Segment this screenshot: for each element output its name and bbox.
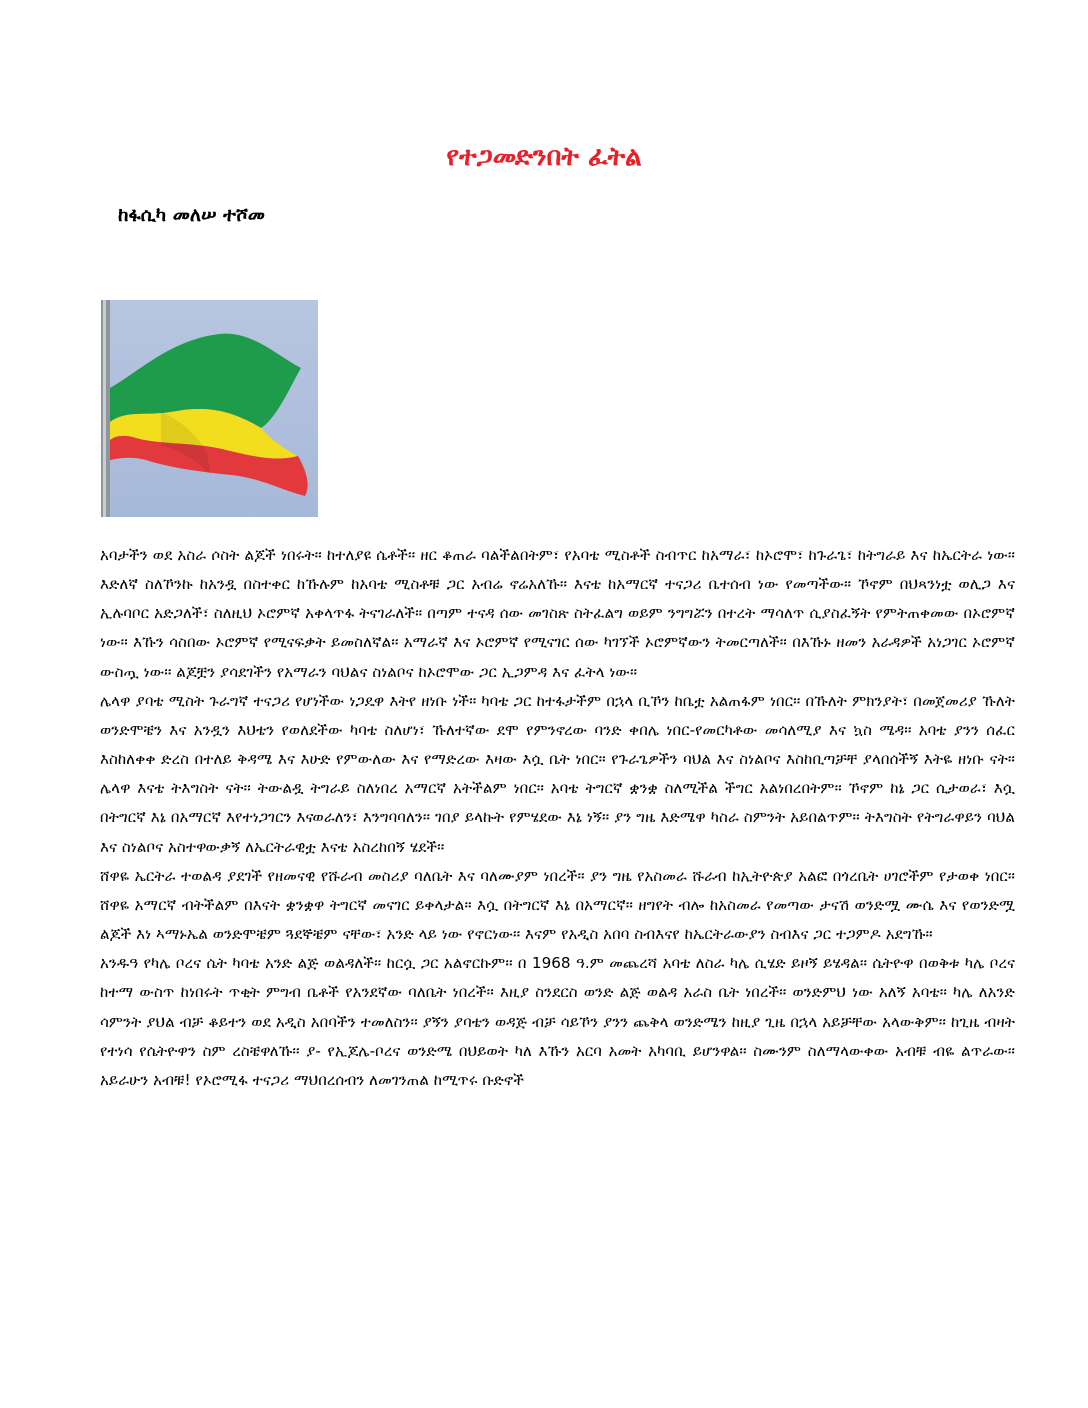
article-title: የተጋመድንበት ፈትል	[446, 142, 642, 172]
author-byline: ከፋሲካ መለሠ ተሾመ	[118, 204, 265, 226]
paragraph-2: ሌላዋ ያባቴ ሚስት ጉራግኛ ተናጋሪ የሆነችው ነጋዴዋ እትየ ዘነቡ ነች፡፡ ካባቴ ጋር ከተፋታችም በኋላ ቢኾን ከቤቷ አልጠፋም ነበር፡፡ በኹለት ምክንያት፣ በመጀመሪያ ኹለት ወንድሞቼን እና አንዷን እህቴን የወለደችው ካባቴ ስለሆነ፣ ኹለተኛው ደሞ የምንኖረው ባንድ ቀበሌ ነበር-የመርካቶው መሳለሚያ እና ኳስ ሜዳ፡፡ አባቴ ያንን ሰፈር እስከለቀቀ ድረስ በተለይ ቅዳሜ እና እሁድ የምውለው እና የማድረው እዛው እሷ ቤት ነበር፡፡ የጉራጌዎችን ባህል እና ስነልቦና እስከቢጣቻቸ ያላበሰችኝ እትዬ ዘነቡ ናት፡፡ ሌላዋ እናቴ ትእግስት ናት፡፡ ትውልዷ ትግራይ ስለነበረ አማርኛ አትችልም ነበር፡፡ አባቴ ትግርኛ ቋንቋ ስለሚችል ችግር አልነበረበትም፡፡ ኾኖም ከኔ ጋር ሲታወራ፣ እሷ በትግርኛ እኔ በአማርኛ እየተነጋገርን እናወራለን፣ እንግባባለን፡፡ ገበያ ይላኩት የምሄደው እኔ ነኝ፡፡ ያን ግዜ እድሜዋ ካስራ ስምንት አይበልጥም፡፡ ትእግስት የትግራዋይን ባህል እና ስነልቦና አስተዋውቃኝ ለኤርትራዊቷ እናቴ አስረከበኝ ሄደች፡፡	[100, 691, 1015, 856]
article-body	[100, 541, 1015, 1095]
paragraph-3: ሸዋዬ ኤርትራ ተወልዳ ያደገች የዘመናዊ የሹራብ መስሪያ ባለቤት እና ባለሙያም ነበረች፡፡ ያን ግዜ የአስመራ ሹራብ ከኢትዮጵያ አልፎ በጎረቤት ሀገሮችም የታወቀ ነበር፡፡ ሸዋዬ አማርኛ ብትችልም በእናት ቋንቋዋ ትግርኛ መናገር ይቀላታል፡፡ እሷ በትግርኛ እኔ በአማርኛ፡፡ ዘግየት ብሎ ከአስመራ የመጣው ታናሽ ወንድሟ ሙሴ እና የወንድሟ ልጆች እነ ኣማኑኤል ወንድሞቼም ጓደኞቼም ናቸው፣ አንድ ላይ ነው የኖርነው፡፡ እናም የአዲስ አበባ ስብእናየ ከኤርትራውያን ስብእና ጋር ተጋምዶ አደግኹ፡፡	[100, 866, 1015, 944]
flag-photo	[101, 300, 318, 517]
ethiopian-flag-icon	[101, 300, 318, 517]
paragraph-4: አንዱዓ የካሌ ቦረና ሴት ካባቴ አንድ ልጅ ወልዳለች፡፡ ከርሷ ጋር አልኖርኩም፡፡ በ 1968 ዓ.ም መጨረሻ አባቴ ለስራ ካሌ ሲሄድ ይዞኝ ይሄዳል፡፡ ሴትዮዋ በወቅቱ ካሌ ቦረና ከተማ ውስጥ ከነበሩት ጥቂት ምግብ ቤቶች የአንደኛው ባለቤት ነበረች፡፡ እዚያ ስንደርስ ወንድ ልጅ ወልዳ አራስ ቤት ነበረች፡፡ ወንድምህ ነው አለኝ አባቴ፡፡ ካሌ ለአንድ ሳምንት ያህል ብቻ ቆይተን ወደ አዲስ አበባችን ተመለስን፡፡ ያኝን ያባቴን ወዳጅ ብቻ ሳይኾን ያንን ጨቅላ ወንድሜን ከዚያ ጊዜ በኋላ አይቻቸው አላውቅም፡፡ ከጊዜ ብዛት የተነሳ የሴትዮዋን ስም ረስቼዋለኹ፡፡ ያ- የኢጆሌ-ቦረና ወንድሜ በህይወት ካለ እኹን አርባ አመት አካባቢ ይሆንዋል፡፡ ስሙንም ስለማላውቀው አብቹ ብዬ ልጥራው፡፡ አይራሁን አብቹ! የኦሮሚፋ ተናጋሪ ማህበረሰብን ለመገንጠል ከሚጥሩ ቡድኖች	[100, 954, 1015, 1089]
paragraph-1: አባታችን ወደ አስራ ሶስት ልጆች ነበሩት፡፡ ከተለያዩ ሴቶች፡፡ ዘር ቆጠራ ባልችልበትም፣ የአባቴ ሚስቶች ስብጥር ከአማራ፣ ከኦሮሞ፣ ከጉራጌ፣ ከትግራይ እና ከኤርትራ ነው፡፡ እድለኛ ስለኾንኩ ከአንዷ በስተቀር ከኹሉም ከአባቴ ሚስቶቹ ጋር አብሬ ኖሬአለኹ፡፡ እናቴ ከአማርኛ ተናጋሪ ቤተሰብ ነው የመጣችው፡፡ ኾኖም በህጻንነቷ ወሊጋ እና ኢሉባቦር አድጋለች፣ ስለዚህ ኦሮምኛ አቀላጥፋ ትናገራለች፡፡ በጣም ተናዳ ሰው መገስጽ ስትፈልግ ወይም ንግግሯን በተረት ማሳለጥ ሲያስፈኝት የምትጠቀመው በኦሮምኛ ነው፡፡ እኹን ሳስበው ኦሮምኛ የሚናፍቃት ይመስለኛል፡፡ አማራኛ እና ኦሮምኛ የሚናገር ሰው ካገኘች ኦሮምኛውን ትመርጣለች፡፡ በእኹኑ ዘመን አራዳዎች አነጋገር ኦሮምኛ ውስጧ ነው፡፡ ልጆቿን ያሳደገችን የአማራን ባህልና ስነልቦና ከኦሮሞው ጋር ኢጋምዳ እና ፈትላ ነው፡፡	[100, 546, 1015, 681]
